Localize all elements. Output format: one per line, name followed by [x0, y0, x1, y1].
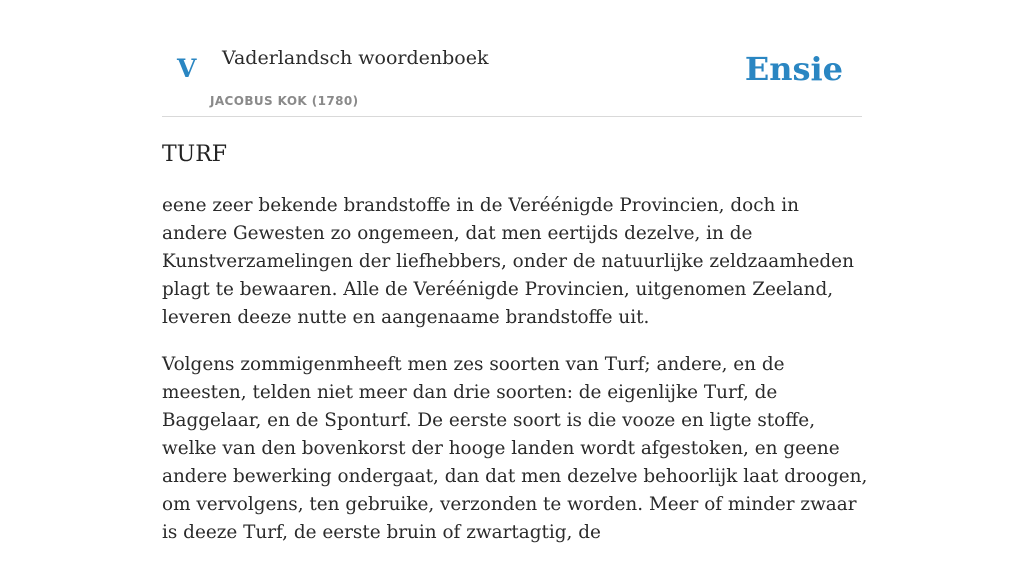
letter-index-link[interactable]: V — [177, 54, 197, 83]
entry-paragraph: Volgens zommigenmheeft men zes soorten van Turf; andere, en de meesten, telden niet meer dan drie soorten: de eigenlijke Turf, de Baggelaar, en de Sponturf. De eerste soort is die vooze en ligte stoffe, welke van den bovenkorst der hooge landen wordt afgestoken, en geene andere bewerking ondergaat, dan dat men dezelve behoorlijk laat droogen, om vervolgens, ten gebruike, verzonden te worden. Meer of minder zwaar is deeze Turf, de eerste bruin of zwartagtig, de — [162, 354, 868, 543]
author-label: JACOBUS KOK (1780) — [210, 94, 359, 108]
entry-body — [162, 192, 868, 566]
entry-title: TURF — [162, 142, 228, 167]
book-title-link[interactable]: Vaderlandsch woordenboek — [222, 47, 489, 69]
entry-paragraph: eene zeer bekende brandstoffe in de Veréénigde Provincien, doch in andere Gewesten zo ongemeen, dat men eertijds dezelve, in de Kunstverzamelingen der liefhebbers, onder de natuurlijke zeldzaamheden plagt te bewaaren. Alle de Veréénigde Provincien, uitgenomen Zeeland, leveren deeze nutte en aangenaame brandstoffe uit. — [162, 195, 854, 328]
ensie-logo[interactable]: Ensie — [744, 50, 843, 88]
header — [162, 0, 862, 117]
